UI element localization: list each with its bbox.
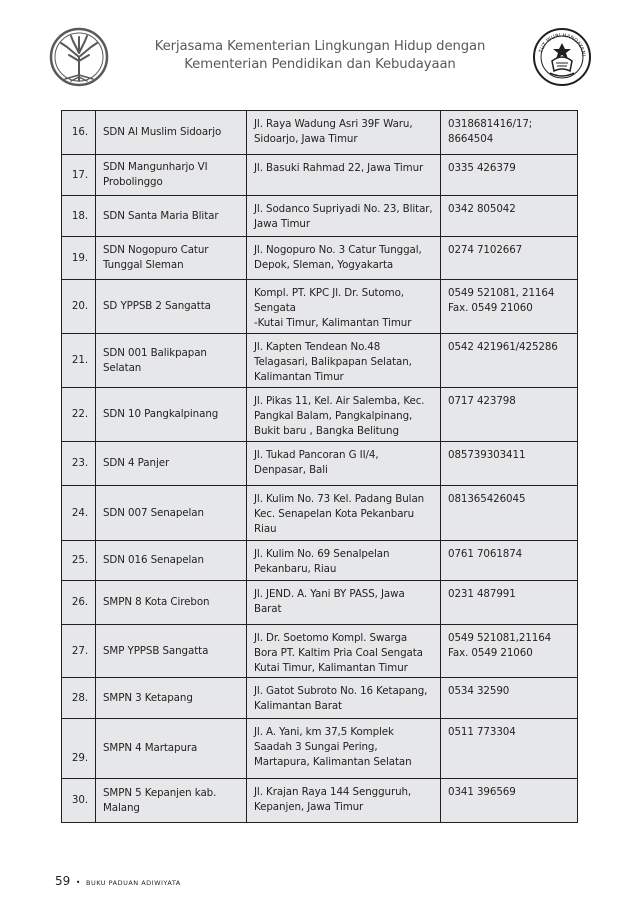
school-address-line: Pangkal Balam, Pangkalpinang,: [254, 410, 413, 422]
school-address: [247, 541, 441, 581]
school-name: [96, 678, 247, 719]
table-row: [62, 678, 578, 719]
row-number-line: 20.: [71, 300, 88, 312]
row-number: [62, 541, 96, 581]
school-address-line: -Kutai Timur, Kalimantan Timur: [254, 317, 412, 329]
school-address-line: Pekanbaru, Riau: [254, 563, 337, 575]
school-phone-line: 0318681416/17;: [448, 118, 533, 130]
table-row: [62, 334, 578, 388]
school-name-line: SD YPPSB 2 Sangatta: [103, 300, 211, 312]
school-address-line: Bora PT. Kaltim Pria Coal Sengata: [254, 647, 423, 659]
table-row: [62, 196, 578, 237]
school-address-line: Martapura, Kalimantan Selatan: [254, 756, 412, 768]
school-name-line: SMPN 8 Kota Cirebon: [103, 596, 210, 608]
school-name-line: SDN Nogopuro Catur: [103, 244, 209, 256]
school-address: [247, 581, 441, 625]
table-row: [62, 442, 578, 486]
row-number: [62, 442, 96, 486]
school-address-line: Jl. Pikas 11, Kel. Air Salemba, Kec.: [254, 395, 425, 407]
table-row: [62, 388, 578, 442]
row-number: [62, 719, 96, 779]
row-number: [62, 280, 96, 334]
header-title-line-2: Kementerian Pendidikan dan Kebudayaan: [184, 57, 456, 72]
school-phone-line: 0549 521081,21164: [448, 632, 552, 644]
table-row: [62, 719, 578, 779]
school-phone: [441, 111, 578, 155]
school-name-line: Malang: [103, 801, 140, 814]
school-phone-line: 0342 805042: [448, 203, 516, 215]
row-number: [62, 388, 96, 442]
school-phone-line: 0231 487991: [448, 588, 516, 600]
school-name: [96, 779, 247, 823]
page-header: [0, 0, 638, 90]
school-address-line: Saadah 3 Sungai Pering,: [254, 741, 378, 753]
footer-separator: •: [75, 878, 81, 887]
table-row: [62, 111, 578, 155]
school-table: [61, 110, 578, 823]
row-number: [62, 625, 96, 678]
row-number: [62, 779, 96, 823]
school-name-line: SMP YPPSB Sangatta: [103, 644, 209, 657]
school-name-line: Selatan: [103, 361, 142, 374]
school-phone-line: 081365426045: [448, 493, 526, 505]
row-number-line: 18.: [71, 209, 88, 222]
school-name-line: SDN 016 Senapelan: [103, 554, 204, 566]
school-address: [247, 678, 441, 719]
row-number-line: 28.: [71, 691, 88, 704]
school-address-line: Jl. Dr. Soetomo Kompl. Swarga: [254, 632, 408, 644]
school-phone: [441, 678, 578, 719]
school-address: [247, 111, 441, 155]
page-number: 59: [55, 874, 71, 888]
school-name-line: SMPN 3 Ketapang: [103, 691, 193, 704]
tut-wuri-handayani-seal-icon: [532, 27, 592, 87]
school-address-line: Kalimantan Timur: [254, 371, 344, 383]
page-footer: [55, 874, 181, 888]
school-phone: [441, 442, 578, 486]
school-phone-line: 0335 426379: [448, 162, 516, 174]
school-address-line: Jl. Krajan Raya 144 Sengguruh,: [254, 786, 412, 798]
row-number: [62, 678, 96, 719]
school-address-line: Jl. A. Yani, km 37,5 Komplek: [254, 726, 394, 738]
table-row: [62, 541, 578, 581]
school-phone-line: 0341 396569: [448, 786, 516, 798]
table-row: [62, 625, 578, 678]
school-address-line: Kutai Timur, Kalimantan Timur: [254, 662, 408, 674]
school-address-line: Jawa Timur: [254, 218, 310, 230]
school-phone: [441, 719, 578, 779]
row-number-line: 30.: [71, 794, 88, 806]
school-phone-line: 0511 773304: [448, 726, 516, 738]
school-address-line: Telagasari, Balikpapan Selatan,: [254, 356, 412, 368]
school-address: [247, 196, 441, 237]
school-name: [96, 334, 247, 388]
school-phone-line: 0761 7061874: [448, 548, 523, 560]
school-phone: [441, 388, 578, 442]
school-address-line: Jl. Nogopuro No. 3 Catur Tunggal,: [254, 244, 422, 256]
row-number-line: 21.: [71, 354, 88, 366]
school-phone: [441, 237, 578, 280]
school-address: [247, 625, 441, 678]
table-row: [62, 280, 578, 334]
school-phone-line: 0542 421961/425286: [448, 341, 558, 353]
school-phone: [441, 486, 578, 541]
school-address-line: Kompl. PT. KPC Jl. Dr. Sutomo,: [254, 287, 404, 299]
school-address-line: Jl. Basuki Rahmad 22, Jawa Timur: [254, 162, 424, 174]
school-name: [96, 541, 247, 581]
school-name: [96, 581, 247, 625]
school-name-line: SMPN 4 Martapura: [103, 742, 198, 754]
school-address-line: Jl. Sodanco Supriyadi No. 23, Blitar,: [254, 203, 433, 215]
school-name-line: Tunggal Sleman: [103, 259, 184, 271]
school-name-line: SDN 007 Senapelan: [103, 506, 204, 519]
school-address-line: Depok, Sleman, Yogyakarta: [254, 259, 394, 271]
school-address-line: Jl. Tukad Pancoran G II/4,: [254, 449, 379, 461]
school-name: [96, 442, 247, 486]
school-address-line: Jl. Gatot Subroto No. 16 Ketapang,: [254, 685, 428, 697]
row-number-line: 27.: [71, 644, 88, 657]
school-address-line: Sengata: [254, 302, 296, 314]
seal-text: TUT WURI HANDAYANI: [538, 32, 586, 57]
school-phone: [441, 155, 578, 196]
row-number-line: 23.: [71, 457, 88, 469]
school-phone-line: 0274 7102667: [448, 244, 523, 256]
school-phone: [441, 625, 578, 678]
row-number-line: 19.: [71, 251, 88, 264]
table-row: [62, 237, 578, 280]
school-name-line: SDN Santa Maria Blitar: [103, 209, 219, 222]
school-phone-line: Fax. 0549 21060: [448, 302, 533, 314]
school-address: [247, 237, 441, 280]
school-address-line: Denpasar, Bali: [254, 464, 328, 476]
row-number-line: 29.: [71, 752, 88, 764]
row-number: [62, 237, 96, 280]
school-address-line: Jl. Kapten Tendean No.48: [254, 341, 381, 353]
school-address: [247, 155, 441, 196]
row-number: [62, 581, 96, 625]
school-phone: [441, 196, 578, 237]
school-address-line: Sidoarjo, Jawa Timur: [254, 133, 358, 145]
row-number-line: 24.: [71, 506, 88, 519]
school-address-line: Bukit baru , Bangka Belitung: [254, 425, 399, 437]
school-phone: [441, 541, 578, 581]
row-number-line: 22.: [71, 408, 88, 420]
school-address: [247, 719, 441, 779]
school-address-line: Jl. Kulim No. 73 Kel. Padang Bulan: [254, 493, 425, 505]
school-phone: [441, 779, 578, 823]
school-address: [247, 442, 441, 486]
table-row: [62, 486, 578, 541]
school-address-line: Barat: [254, 603, 282, 615]
school-phone: [441, 280, 578, 334]
school-address-line: Jl. Raya Wadung Asri 39F Waru,: [254, 118, 413, 130]
tree-logo-icon: [49, 27, 109, 87]
school-phone: [441, 334, 578, 388]
school-address: [247, 280, 441, 334]
row-number: [62, 486, 96, 541]
school-name: [96, 196, 247, 237]
row-number: [62, 334, 96, 388]
school-address-line: Riau: [254, 523, 277, 535]
school-name-line: SDN 10 Pangkalpinang: [103, 408, 219, 420]
school-name: [96, 625, 247, 678]
footer-title: BUKU PADUAN ADIWIYATA: [86, 879, 181, 887]
school-address-line: Jl. Kulim No. 69 Senalpelan: [254, 548, 390, 560]
row-number-line: 16.: [71, 126, 88, 138]
school-phone-line: 0549 521081, 21164: [448, 287, 555, 299]
school-address: [247, 388, 441, 442]
school-name: [96, 719, 247, 779]
school-address-line: Jl. JEND. A. Yani BY PASS, Jawa: [254, 588, 405, 600]
school-name-line: Probolinggo: [103, 176, 163, 188]
table-row: [62, 581, 578, 625]
school-address: [247, 779, 441, 823]
school-name: [96, 111, 247, 155]
row-number: [62, 111, 96, 155]
school-name: [96, 280, 247, 334]
school-name-line: SMPN 5 Kepanjen kab.: [103, 786, 217, 799]
row-number-line: 26.: [71, 596, 88, 608]
school-name-line: SDN 001 Balikpapan: [103, 346, 207, 359]
school-name-line: SDN Mangunharjo VI: [103, 161, 208, 173]
school-address-line: Kalimantan Barat: [254, 700, 342, 712]
school-address: [247, 334, 441, 388]
row-number: [62, 155, 96, 196]
school-phone-line: 085739303411: [448, 449, 526, 461]
school-name: [96, 155, 247, 196]
school-phone-line: 0534 32590: [448, 685, 510, 697]
school-phone-line: 8664504: [448, 133, 494, 145]
header-title-line-1: Kerjasama Kementerian Lingkungan Hidup dengan: [154, 39, 486, 54]
row-number-line: 17.: [71, 168, 88, 181]
school-address-line: Kec. Senapelan Kota Pekanbaru: [254, 508, 414, 520]
school-address-line: Kepanjen, Jawa Timur: [254, 801, 364, 813]
school-name: [96, 237, 247, 280]
school-name: [96, 486, 247, 541]
school-phone-line: 0717 423798: [448, 395, 516, 407]
table-row: [62, 779, 578, 823]
school-name-line: SDN Al Muslim Sidoarjo: [103, 126, 222, 138]
table-row: [62, 155, 578, 196]
school-phone: [441, 581, 578, 625]
school-address: [247, 486, 441, 541]
school-name: [96, 388, 247, 442]
row-number: [62, 196, 96, 237]
row-number-line: 25.: [71, 554, 88, 566]
school-phone-line: Fax. 0549 21060: [448, 647, 533, 659]
school-name-line: SDN 4 Panjer: [103, 457, 170, 469]
